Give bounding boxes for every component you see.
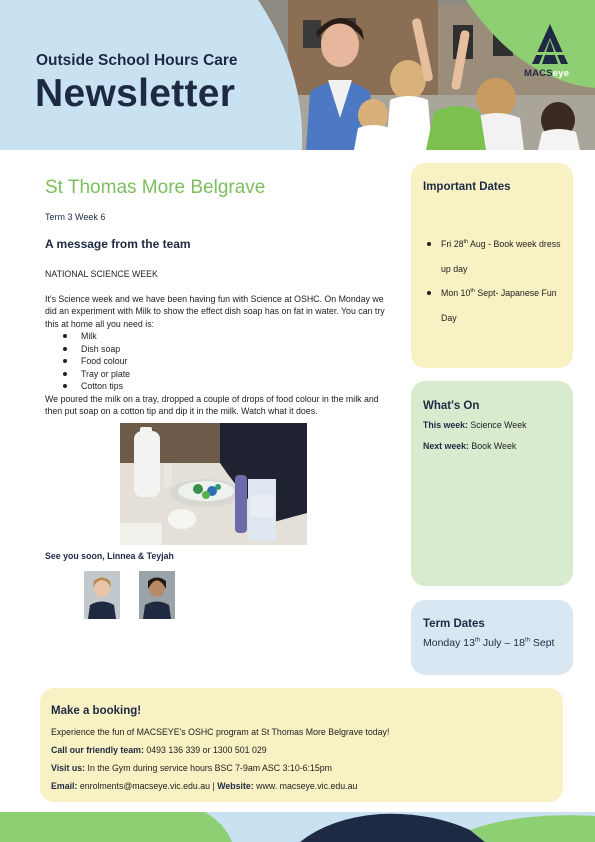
phone-label: Call our friendly team:: [51, 745, 144, 755]
website-label: Website:: [217, 781, 254, 791]
term-dates-title: Term Dates: [423, 618, 485, 630]
whats-on-title: What's On: [423, 400, 480, 412]
booking-phone-line: [51, 745, 267, 755]
whats-on-panel: [411, 381, 573, 586]
visit-label: Visit us:: [51, 763, 86, 773]
staff-photo-linnea: [84, 571, 120, 619]
list-item: Cotton tips: [62, 380, 130, 393]
school-title: St Thomas More Belgrave: [45, 177, 266, 198]
booking-visit-line: [51, 763, 332, 773]
email-label: Email:: [51, 781, 78, 791]
next-week-line: [423, 441, 516, 451]
term-start-suffix: th: [474, 637, 480, 644]
header-title: Newsletter: [35, 72, 236, 115]
list-item: Milk: [62, 330, 130, 343]
ingredients-list: [62, 330, 130, 393]
booking-intro: Experience the fun of MACSEYE's OSHC program at St Thomas More Belgrave today!: [51, 727, 390, 737]
term-dates-panel: [411, 600, 573, 675]
intro-paragraph: It's Science week and we have been having fun with Science at OSHC. On Monday we did an experiment with Milk to show the effect dish soap has on fat in water. You can try this at home all you need is:: [45, 294, 385, 329]
this-week-label: This week:: [423, 420, 468, 430]
term-end-suffix: th: [524, 637, 530, 644]
this-week-line: [423, 420, 527, 430]
visit-details: In the Gym during service hours BSC 7-9am ASC 3:10-6:15pm: [85, 763, 332, 773]
next-week-label: Next week:: [423, 441, 469, 451]
website-link[interactable]: www. macseye.vic.edu.au: [253, 781, 358, 791]
list-item: Tray or plate: [62, 368, 130, 381]
date-description: Aug - Book week dress up day: [441, 239, 561, 274]
list-item: [441, 281, 567, 330]
email-link[interactable]: enrolments@macseye.vic.edu.au |: [77, 781, 218, 791]
signoff: See you soon, Linnea & Teyjah: [45, 551, 174, 561]
term-dates-text: [423, 636, 563, 651]
macseye-logo-text: [524, 68, 569, 79]
date-text: Fri 28: [441, 239, 464, 249]
term-start: Monday 13: [423, 637, 475, 649]
date-description: Sept- Japanese Fun Day: [441, 288, 557, 323]
logo-accent-text: eye: [552, 68, 570, 79]
next-week-value: Book Week: [468, 441, 517, 451]
this-week-value: Science Week: [467, 420, 527, 430]
important-dates-panel: [411, 163, 573, 368]
list-item: Dish soap: [62, 343, 130, 356]
science-week-heading: NATIONAL SCIENCE WEEK: [45, 269, 158, 279]
term-week: Term 3 Week 6: [45, 212, 106, 222]
date-suffix: th: [463, 239, 469, 246]
list-item: [441, 232, 567, 281]
term-mid: July – 18: [479, 637, 525, 649]
booking-contact-line: [51, 781, 357, 791]
newsletter-header: [0, 0, 595, 150]
booking-title: Make a booking!: [51, 705, 142, 717]
date-text: Mon 10: [441, 288, 471, 298]
important-dates-title: Important Dates: [423, 181, 511, 193]
date-suffix: th: [470, 288, 475, 295]
header-subtitle: Outside School Hours Care: [36, 52, 238, 69]
milk-experiment-photo: [120, 423, 307, 545]
outro-paragraph: We poured the milk on a tray, dropped a couple of drops of food colour in the milk and then put soap on a cotton tip and dip it in the milk. Watch what it does.: [45, 394, 379, 417]
message-heading: A message from the team: [45, 237, 191, 251]
term-end: Sept: [529, 637, 555, 649]
staff-photo-teyjah: [139, 571, 175, 619]
mountain-peaks-icon: [528, 22, 572, 66]
logo-main-text: MACS: [524, 68, 553, 79]
phone-numbers[interactable]: 0493 136 339 or 1300 501 029: [143, 745, 267, 755]
footer-decoration: [0, 812, 595, 842]
booking-panel: [40, 688, 563, 802]
important-dates-list: [441, 232, 567, 330]
list-item: Food colour: [62, 355, 130, 368]
